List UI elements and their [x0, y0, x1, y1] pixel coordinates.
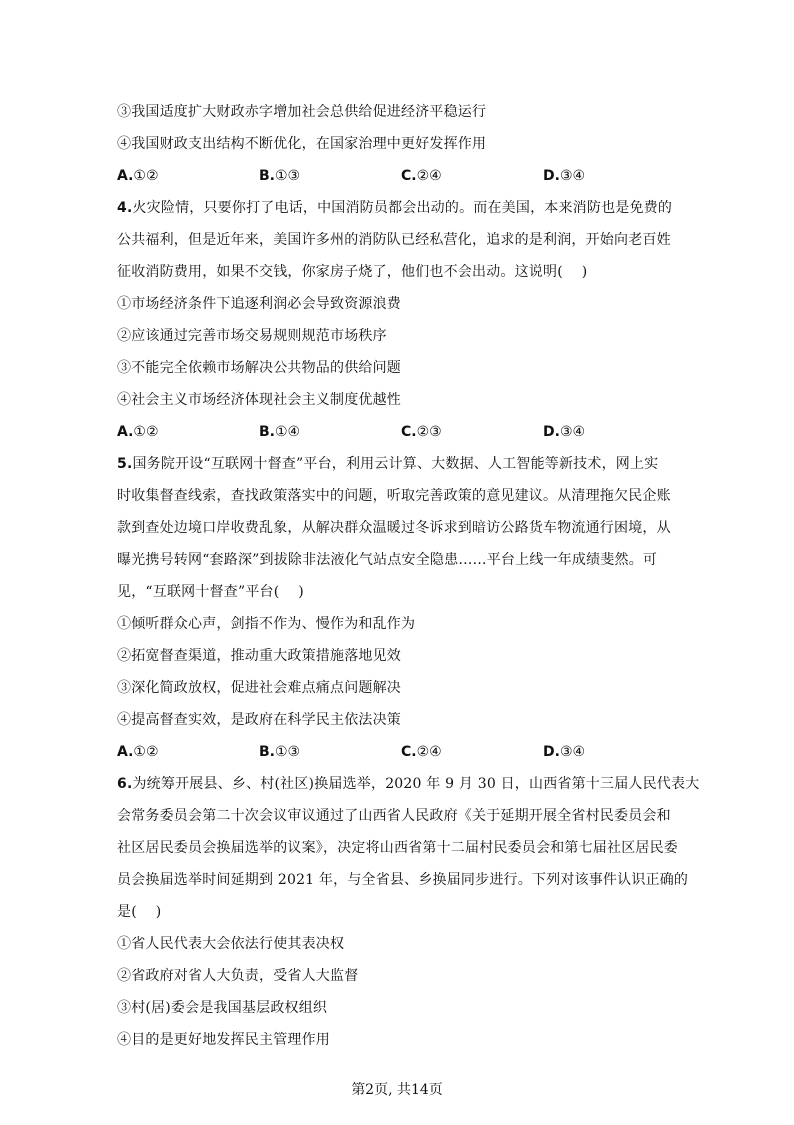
question-stem-line [117, 576, 697, 608]
option-a [117, 736, 259, 768]
question-4 [117, 192, 697, 448]
option-text: ②④ [416, 744, 442, 760]
option-letter: D. [543, 744, 560, 760]
option-letter: C. [401, 744, 417, 760]
statement-item: ④目的是更好地发挥民主管理作用 [117, 1032, 330, 1048]
question-stem-line [117, 864, 697, 896]
question-stem-text: 见，“互联网十督查”平台( ) [117, 584, 304, 600]
question-stem-text: 是( ) [117, 904, 162, 920]
option-c [401, 416, 543, 448]
option-text: ③④ [559, 424, 586, 440]
question-stem-text: 国务院开设“互联网十督查”平台，利用云计算、大数据、人工智能等新技术，网上实 [132, 456, 659, 472]
question-stem-line [117, 800, 697, 832]
option-text: ②④ [416, 168, 442, 184]
question-stem-line [117, 480, 697, 512]
question-stem-text: 时收集督查线索，查找政策落实中的问题，听取完善政策的意见建议。从清理拖欠民企账 [117, 488, 671, 504]
options-row [117, 736, 697, 768]
question-number: 6. [117, 776, 133, 792]
options-row [117, 160, 697, 192]
option-letter: A. [117, 424, 134, 440]
option-a [117, 416, 259, 448]
question-stem-line [117, 224, 697, 256]
statement-item: ②应该通过完善市场交易规则规范市场秩序 [117, 328, 387, 344]
option-text: ①③ [275, 744, 301, 760]
option-d [543, 736, 685, 768]
option-text: ②③ [416, 424, 442, 440]
question-stem-line [117, 256, 697, 288]
option-letter: B. [259, 744, 275, 760]
question-stem-line [117, 768, 700, 800]
option-letter: C. [401, 168, 417, 184]
statement-item: ③深化简政放权，促进社会难点痛点问题解决 [117, 680, 401, 696]
question-number: 5. [117, 456, 133, 472]
option-b [259, 736, 401, 768]
option-letter: D. [543, 424, 560, 440]
statement-item: ④我国财政支出结构不断优化，在国家治理中更好发挥作用 [117, 136, 487, 152]
page-content [117, 96, 700, 1056]
statement-item: ②省政府对省人大负责，受省人大监督 [117, 968, 359, 984]
option-text: ③④ [559, 168, 586, 184]
option-letter: B. [259, 424, 275, 440]
question-stem-text: 公共福利，但是近年来，美国许多州的消防队已经私营化，追求的是利润，开始向老百姓 [117, 232, 671, 248]
question-stem-text: 社区居民委员会换届选举的议案》，决定将山西省第十二届村民委员会和第七届社区居民委 [117, 840, 678, 856]
question-number: 4. [117, 200, 133, 216]
statement-item: ①市场经济条件下追逐利润必会导致资源浪费 [117, 296, 401, 312]
question-stem-line [117, 896, 697, 928]
question-stem-line [117, 448, 697, 480]
option-letter: D. [543, 168, 560, 184]
option-letter: A. [117, 168, 134, 184]
option-letter: B. [259, 168, 275, 184]
question-stem-text: 火灾险情，只要你打了电话，中国消防员都会出动的。而在美国，本来消防也是免费的 [132, 200, 673, 216]
question-stem-line [117, 192, 697, 224]
option-b [259, 160, 401, 192]
question-6 [117, 768, 700, 1056]
question-stem-text: 款到查处边境口岸收费乱象，从解决群众温暖过冬诉求到暗访公路货车物流通行困境，从 [117, 520, 671, 536]
option-text: ①③ [275, 168, 301, 184]
statement-item: ③我国适度扩大财政赤字增加社会总供给促进经济平稳运行 [117, 104, 487, 120]
question-stem-text: 征收消防费用，如果不交钱，你家房子烧了，他们也不会出动。这说明( ) [117, 264, 588, 280]
option-c [401, 160, 543, 192]
question-stem-line [117, 512, 697, 544]
option-text: ①④ [275, 424, 301, 440]
option-text: ①② [133, 744, 159, 760]
statement-item: ①省人民代表大会依法行使其表决权 [117, 936, 345, 952]
question-stem-line [117, 832, 697, 864]
options-row [117, 416, 697, 448]
option-text: ①② [133, 424, 159, 440]
statement-item: ④提高督查实效，是政府在科学民主依法决策 [117, 712, 401, 728]
option-b [259, 416, 401, 448]
statement-item: ③不能完全依赖市场解决公共物品的供给问题 [117, 360, 401, 376]
statement-item: ②拓宽督查渠道，推动重大政策措施落地见效 [117, 648, 401, 664]
option-letter: A. [117, 744, 134, 760]
option-d [543, 160, 685, 192]
option-text: ③④ [559, 744, 586, 760]
question-stem-text: 员会换届选举时间延期到 2021 年，与全省县、乡换届同步进行。下列对该事件认识正确的 [117, 872, 689, 888]
statement-item: ①倾听群众心声，剑指不作为、慢作为和乱作为 [117, 616, 416, 632]
question-stem-line [117, 544, 697, 576]
option-a [117, 160, 259, 192]
question-stem-text: 为统筹开展县、乡、村(社区)换届选举，2020 年 9 月 30 日，山西省第十三届人民代表大 [132, 776, 700, 792]
option-c [401, 736, 543, 768]
option-letter: C. [401, 424, 417, 440]
page-footer: 第2页, 共14页 [351, 1082, 443, 1098]
option-d [543, 416, 685, 448]
question-5 [117, 448, 697, 768]
option-text: ①② [133, 168, 159, 184]
question-stem-text: 曝光携号转网“套路深”到拔除非法液化气站点安全隐患……平台上线一年成绩斐然。可 [117, 552, 658, 568]
statement-item: ④社会主义市场经济体现社会主义制度优越性 [117, 392, 401, 408]
statement-item: ③村(居)委会是我国基层政权组织 [117, 1000, 328, 1016]
question-stem-text: 会常务委员会第二十次会议审议通过了山西省人民政府《关于延期开展全省村民委员会和 [117, 808, 671, 824]
